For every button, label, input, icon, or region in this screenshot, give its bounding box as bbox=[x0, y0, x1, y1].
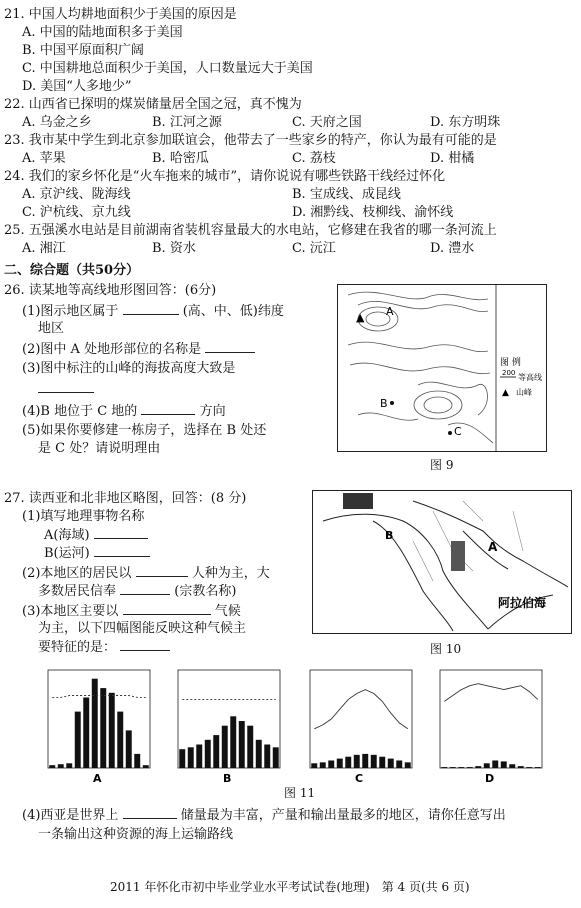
q26-part1-text: (1)图示地区属于 bbox=[22, 304, 119, 319]
chart-a-bar bbox=[58, 764, 64, 768]
chart-a-label: A bbox=[93, 772, 102, 784]
chart-b-bar bbox=[256, 740, 262, 768]
chart-b-bar bbox=[239, 721, 245, 768]
q21-option-b[interactable]: B. 中国平原面积广阔 bbox=[22, 43, 144, 58]
q26-part3-line bbox=[38, 380, 94, 399]
q27-part2-text: (2)本地区的居民以 bbox=[22, 566, 132, 581]
chart-b-bar bbox=[264, 745, 270, 769]
q26-answer-3[interactable] bbox=[38, 380, 94, 393]
chart-b-bar bbox=[196, 745, 202, 769]
q27-part1a bbox=[44, 526, 148, 545]
q27-part1: (1)填写地理事物名称 bbox=[22, 509, 145, 524]
chart-a-bar bbox=[117, 712, 123, 768]
q26-part3: (3)图中标注的山峰的海拔高度大致是 bbox=[22, 361, 236, 376]
chart-a-bar bbox=[109, 693, 115, 768]
chart-a-bar bbox=[83, 698, 89, 769]
climate-chart-d bbox=[430, 664, 548, 784]
map-label-b: B bbox=[380, 397, 388, 410]
q27-part2-suffix: 人种为主，大 bbox=[191, 566, 270, 581]
q27-answer-religion[interactable] bbox=[120, 582, 170, 595]
q24-stem: 24. 我们的家乡怀化是“火车拖来的城市”，请你说说有哪些铁路干线经过怀化 bbox=[4, 169, 446, 184]
map-point-b bbox=[390, 401, 394, 405]
map-label-a: A bbox=[386, 305, 394, 318]
chart-d-bar bbox=[492, 760, 498, 768]
q26-part4-text: (4)B 地位于 C 地的 bbox=[22, 404, 138, 419]
contour-lines bbox=[348, 292, 493, 443]
contour-map-svg bbox=[338, 285, 546, 451]
q27-part2-cont-text: 多数居民信奉 bbox=[38, 584, 117, 599]
q26-part5: (5)如果你要修建一栋房子，选择在 B 处还 bbox=[22, 423, 267, 438]
chart-c-bar bbox=[345, 757, 351, 768]
q22-option-d[interactable]: D. 东方明珠 bbox=[430, 115, 501, 130]
q22-stem: 22. 山西省已探明的煤炭储量居全国之冠，真不愧为 bbox=[4, 97, 302, 112]
q24-option-a[interactable]: A. 京沪线、陇海线 bbox=[22, 187, 131, 202]
q21-stem: 21. 中国人均耕地面积少于美国的原因是 bbox=[4, 7, 237, 22]
chart-a-bar bbox=[134, 754, 140, 768]
legend-contour-label: 等高线 bbox=[518, 373, 542, 382]
q27-part4-text: (4)西亚是世界上 bbox=[22, 808, 119, 823]
chart-c-bar bbox=[379, 757, 385, 768]
legend-title: 图 例 bbox=[500, 358, 521, 368]
q27-part3-cont: 为主，以下四幅图能反映这种气候主 bbox=[38, 621, 247, 636]
chart-b-bar bbox=[179, 749, 185, 768]
gulf-coast bbox=[463, 531, 508, 569]
chart-a-temp-line bbox=[52, 696, 146, 698]
q22-option-b[interactable]: B. 江河之源 bbox=[152, 115, 222, 130]
climate-chart-a bbox=[38, 664, 156, 784]
chart-c-temp-line bbox=[314, 690, 408, 729]
chart-b-bar bbox=[213, 735, 219, 768]
q25-option-d[interactable]: D. 澧水 bbox=[430, 241, 475, 256]
map-label-region-a: A bbox=[488, 540, 498, 554]
q23-option-c[interactable]: C. 荔枝 bbox=[292, 151, 336, 166]
map-point-c bbox=[448, 431, 452, 435]
q27-answer-chart[interactable] bbox=[120, 638, 170, 651]
chart-c-bar bbox=[328, 760, 334, 768]
fig11-caption: 图 11 bbox=[284, 786, 316, 800]
map-label-peak: ▲ bbox=[356, 311, 365, 324]
chart-d-bar bbox=[526, 767, 532, 768]
chart-a-bar bbox=[92, 679, 98, 768]
chart-b-bar bbox=[222, 726, 228, 768]
q25-option-b[interactable]: B. 资水 bbox=[152, 241, 196, 256]
chart-d-bar bbox=[518, 766, 524, 768]
q25-option-c[interactable]: C. 沅江 bbox=[292, 241, 336, 256]
q26-part1-suffix: (高、中、低)纬度 bbox=[182, 304, 284, 319]
q27-answer-b[interactable] bbox=[94, 544, 150, 557]
chart-c-bar bbox=[405, 762, 411, 768]
q27-part2 bbox=[22, 564, 270, 583]
q26-stem: 26. 读某地等高线地形图回答：(6分) bbox=[4, 283, 217, 298]
map-label-arabian-sea: 阿拉伯海 bbox=[498, 596, 547, 610]
q26-answer-4[interactable] bbox=[141, 402, 195, 415]
chart-c-bar bbox=[337, 759, 343, 768]
q27-part1b-text: B(运河) bbox=[44, 546, 90, 561]
legend-value: 200 bbox=[502, 369, 516, 377]
q27-part1a-text: A(海域) bbox=[44, 528, 90, 543]
q22-option-a[interactable]: A. 乌金之乡 bbox=[22, 115, 92, 130]
q27-part3-text: (3)本地区主要以 bbox=[22, 604, 119, 619]
chart-c-bar bbox=[354, 755, 360, 768]
contour-map bbox=[337, 284, 547, 452]
q22-option-c[interactable]: C. 天府之国 bbox=[292, 115, 362, 130]
q26-part1-cont: 地区 bbox=[38, 321, 65, 336]
chart-a-bar bbox=[49, 765, 55, 768]
chart-c-bar bbox=[396, 760, 402, 768]
climate-chart-b bbox=[168, 664, 286, 784]
chart-b-bar bbox=[247, 726, 253, 768]
chart-d-temp-line bbox=[444, 684, 538, 702]
map-label-c: C bbox=[454, 425, 462, 438]
q21-option-d[interactable]: D. 美国“人多地少” bbox=[22, 79, 132, 94]
q25-option-a[interactable]: A. 湘江 bbox=[22, 241, 66, 256]
q27-part4-cont: 一条输出这种资源的海上运输路线 bbox=[38, 827, 234, 842]
q25-stem: 25. 五强溪水电站是目前湖南省装机容量最大的水电站，它修建在我省的哪一条河流上 bbox=[4, 223, 497, 238]
q26-part5-cont: 是 C 处？请说明理由 bbox=[38, 441, 161, 456]
map-label-region-b: B bbox=[385, 529, 394, 542]
chart-c-frame bbox=[310, 670, 412, 768]
q24-option-c[interactable]: C. 沪杭线、京九线 bbox=[22, 205, 131, 220]
q26-part2 bbox=[22, 340, 255, 359]
q27-stem: 27. 读西亚和北非地区略图，回答：(8 分) bbox=[4, 491, 247, 506]
chart-d-bar bbox=[535, 767, 541, 768]
q21-option-a[interactable]: A. 中国的陆地面积多于美国 bbox=[22, 25, 183, 40]
chart-d-bar bbox=[475, 766, 481, 768]
q27-part3-cont2 bbox=[38, 638, 170, 657]
q23-stem: 23. 我市某中学生到北京参加联谊会，他带去了一些家乡的特产，你认为最有可能的是 bbox=[4, 133, 497, 148]
chart-c-label: C bbox=[355, 772, 364, 784]
chart-a-bar bbox=[100, 688, 106, 768]
map-sea-top bbox=[343, 493, 373, 509]
chart-c-bar bbox=[388, 759, 394, 768]
chart-a-bar bbox=[126, 730, 132, 768]
q26-part4 bbox=[22, 402, 226, 421]
chart-d-bar bbox=[450, 767, 456, 768]
q26-answer-1[interactable] bbox=[123, 302, 179, 315]
q27-part1b bbox=[44, 544, 150, 563]
q23-option-a[interactable]: A. 苹果 bbox=[22, 151, 66, 166]
q27-answer-climate[interactable] bbox=[123, 602, 211, 615]
region-map-svg bbox=[313, 491, 571, 633]
chart-d-bar bbox=[441, 767, 447, 768]
q27-part4-suffix: 储量最为丰富，产量和输出量最多的地区，请你任意写出 bbox=[180, 808, 506, 823]
q27-part3-suffix: 气候 bbox=[214, 604, 241, 619]
q24-option-b[interactable]: B. 宝成线、成昆线 bbox=[292, 187, 401, 202]
chart-d-bar bbox=[458, 767, 464, 768]
country-borders bbox=[413, 501, 523, 581]
chart-b-bar bbox=[205, 740, 211, 768]
q27-part2-cont-suffix: (宗教名称) bbox=[174, 584, 237, 599]
q26-part2-text: (2)图中 A 处地形部位的名称是 bbox=[22, 342, 202, 357]
q23-option-b[interactable]: B. 哈密瓜 bbox=[152, 151, 209, 166]
map-highlight-a bbox=[451, 541, 465, 571]
q27-part4 bbox=[22, 806, 506, 825]
region-map bbox=[312, 490, 572, 634]
chart-c-bar bbox=[311, 763, 317, 768]
chart-d-label: D bbox=[485, 772, 495, 784]
q26-answer-2[interactable] bbox=[205, 340, 255, 353]
fig9-caption: 图 9 bbox=[430, 458, 454, 472]
q27-answer-resource[interactable] bbox=[123, 806, 177, 819]
q27-part2-cont bbox=[38, 582, 236, 601]
page-footer: 2011 年怀化市初中毕业学业水平考试试卷(地理) 第 4 页(共 6 页) bbox=[110, 880, 470, 894]
chart-b-label: B bbox=[223, 772, 232, 784]
chart-d-bar bbox=[484, 763, 490, 768]
q21-option-c[interactable]: C. 中国耕地总面积少于美国，人口数量远大于美国 bbox=[22, 61, 313, 76]
legend-peak-label: 山峰 bbox=[516, 388, 532, 397]
chart-c-bar bbox=[362, 754, 368, 768]
chart-a-frame bbox=[48, 670, 150, 768]
q27-part3-cont2-text: 要特征的是： bbox=[38, 640, 117, 655]
chart-b-bar bbox=[188, 747, 194, 768]
chart-d-bar bbox=[467, 767, 473, 768]
legend-peak-icon: ▲ bbox=[502, 388, 509, 398]
section-title: 二、综合题（共50分） bbox=[4, 263, 140, 278]
chart-b-bar bbox=[273, 747, 279, 768]
climate-chart-c bbox=[300, 664, 418, 784]
chart-c-bar bbox=[320, 762, 326, 768]
chart-d-bar bbox=[509, 764, 515, 768]
q27-part3 bbox=[22, 602, 241, 621]
chart-a-bar bbox=[75, 712, 81, 768]
chart-a-bar bbox=[143, 765, 149, 768]
chart-d-frame bbox=[440, 670, 542, 768]
q26-part4-suffix: 方向 bbox=[199, 404, 226, 419]
q26-part1 bbox=[22, 302, 284, 321]
fig10-caption: 图 10 bbox=[430, 642, 462, 656]
chart-a-bar bbox=[66, 763, 72, 768]
chart-c-bar bbox=[371, 755, 377, 768]
chart-d-bar bbox=[501, 761, 507, 768]
q23-option-d[interactable]: D. 柑橘 bbox=[430, 151, 475, 166]
q27-answer-race[interactable] bbox=[136, 564, 188, 577]
q27-answer-a[interactable] bbox=[94, 526, 148, 539]
chart-b-bar bbox=[230, 716, 236, 768]
q24-option-d[interactable]: D. 湘黔线、枝柳线、渝怀线 bbox=[292, 205, 454, 220]
